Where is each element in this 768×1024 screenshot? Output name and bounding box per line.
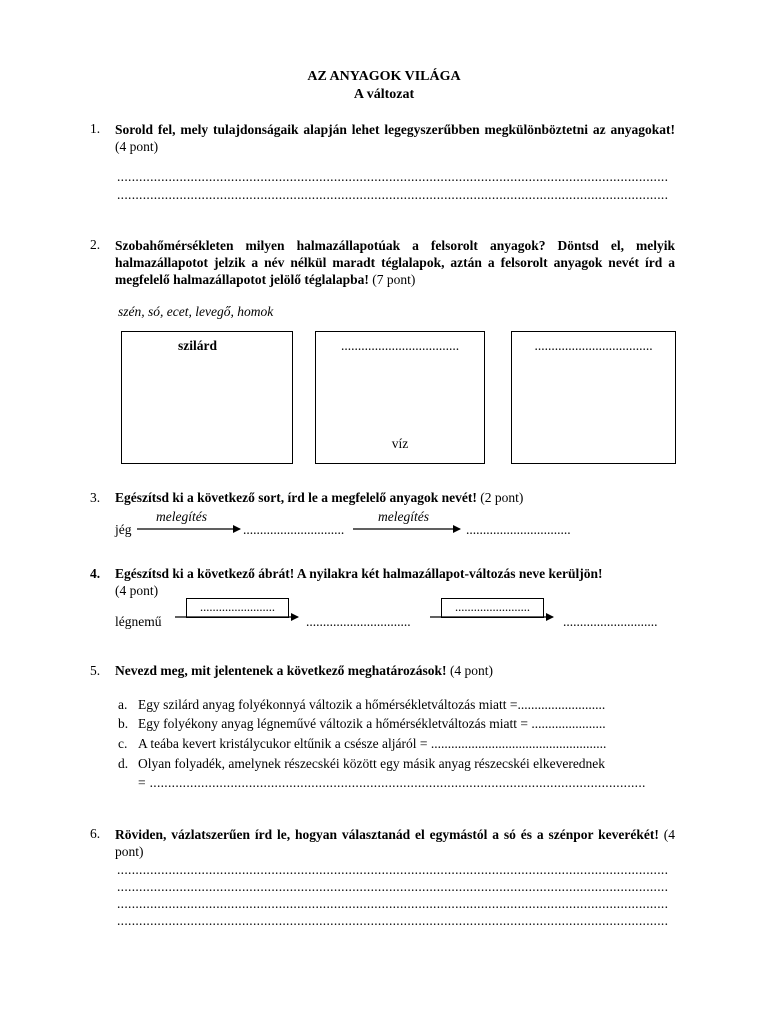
q5-c-letter: c. — [118, 736, 128, 751]
q1-number: 1. — [90, 121, 101, 136]
q5-d-text: Olyan folyadék, amelynek részecskéi között egy másik anyag részecskéi elkeverednek — [138, 756, 606, 771]
q5-a-text[interactable]: Egy szilárd anyag folyékonnyá változik a hőmérsékletváltozás miatt =.......................... — [138, 697, 606, 712]
q2-box-liquid-heading[interactable]: ................................... — [340, 338, 460, 353]
q3-blank-2[interactable]: ............................... — [466, 522, 571, 537]
q5-text — [115, 663, 493, 679]
q2-box-liquid-item: víz — [391, 436, 409, 451]
q1-points: (4 pont) — [115, 139, 159, 154]
q6-text — [115, 826, 675, 860]
q6-answer-line-3[interactable]: ...................................................................................................................................................... — [117, 896, 669, 911]
q3-start: jég — [115, 522, 132, 537]
q5-points: (4 pont) — [446, 663, 494, 678]
q3-arrow1-label: melegítés — [156, 509, 207, 524]
q2-number: 2. — [90, 237, 101, 252]
q3-prompt: Egészítsd ki a következő sort, írd le a megfelelő anyagok nevét! — [115, 490, 477, 505]
q2-prompt: Szobahőmérsékleten milyen halmazállapotúak a felsorolt anyagok? Döntsd el, melyik halmazállapotot jelzik a név nélkül maradt téglalapok, aztán a felsorolt anyagok nevét írd a megfelelő halmazállapotot jelölő téglalapba! — [115, 238, 675, 287]
q3-blank-1[interactable]: .............................. — [243, 522, 345, 537]
page-title: AZ ANYAGOK VILÁGA — [307, 69, 461, 84]
q6-points: (4 pont) — [115, 827, 675, 859]
q6-answer-line-1[interactable]: ...................................................................................................................................................... — [117, 862, 669, 877]
q5-d-answer[interactable]: = ....................................................................................................................................... — [138, 775, 646, 790]
q4-blank-2[interactable]: ............................ — [563, 614, 658, 629]
q1-answer-line-2[interactable]: ...................................................................................................................................................... — [117, 187, 669, 202]
q2-box-solid-heading: szilárd — [178, 338, 217, 353]
q4-box-2-blank[interactable]: ........................ — [455, 600, 530, 614]
q4-number: 4. — [90, 566, 101, 581]
q4-start: légnemű — [115, 614, 162, 629]
q4-blank-1[interactable]: ............................... — [306, 614, 411, 629]
q4-box-1-blank[interactable]: ........................ — [200, 600, 275, 614]
q5-a-letter: a. — [118, 697, 128, 712]
q5-b-letter: b. — [118, 716, 129, 731]
q2-materials-list: szén, só, ecet, levegő, homok — [118, 304, 274, 319]
q5-d-letter: d. — [118, 756, 129, 771]
q5-prompt: Nevezd meg, mit jelentenek a következő meghatározások! — [115, 663, 447, 678]
q1-prompt: Sorold fel, mely tulajdonságaik alapján lehet legegyszerűbben megkülönböztetni az anyagokat! — [115, 122, 675, 137]
q2-box-gas-heading[interactable]: ................................... — [534, 338, 653, 353]
q4-prompt: Egészítsd ki a következő ábrát! A nyilakra két halmazállapot-változás neve kerüljön! — [115, 566, 603, 581]
q5-c-text[interactable]: A teába kevert kristálycukor eltűnik a csésze aljáról = .................................................... — [138, 736, 607, 751]
q5-b-text[interactable]: Egy folyékony anyag légneművé változik a hőmérsékletváltozás miatt = ...................... — [138, 716, 606, 731]
q4-points: (4 pont) — [115, 583, 159, 598]
q5-number: 5. — [90, 663, 101, 678]
q6-prompt: Röviden, vázlatszerűen írd le, hogyan választanád el egymástól a só és a szénpor keverékét! — [115, 827, 659, 842]
q3-points: (2 pont) — [476, 490, 524, 505]
q6-answer-line-2[interactable]: ...................................................................................................................................................... — [117, 879, 669, 894]
q3-number: 3. — [90, 490, 101, 505]
q1-answer-line-1[interactable]: ...................................................................................................................................................... — [117, 169, 669, 184]
q6-number: 6. — [90, 826, 101, 841]
q3-arrow2-label: melegítés — [378, 509, 429, 524]
page-subtitle: A változat — [353, 87, 415, 102]
q2-points: (7 pont) — [368, 272, 416, 287]
q6-answer-line-4[interactable]: ...................................................................................................................................................... — [117, 913, 669, 928]
